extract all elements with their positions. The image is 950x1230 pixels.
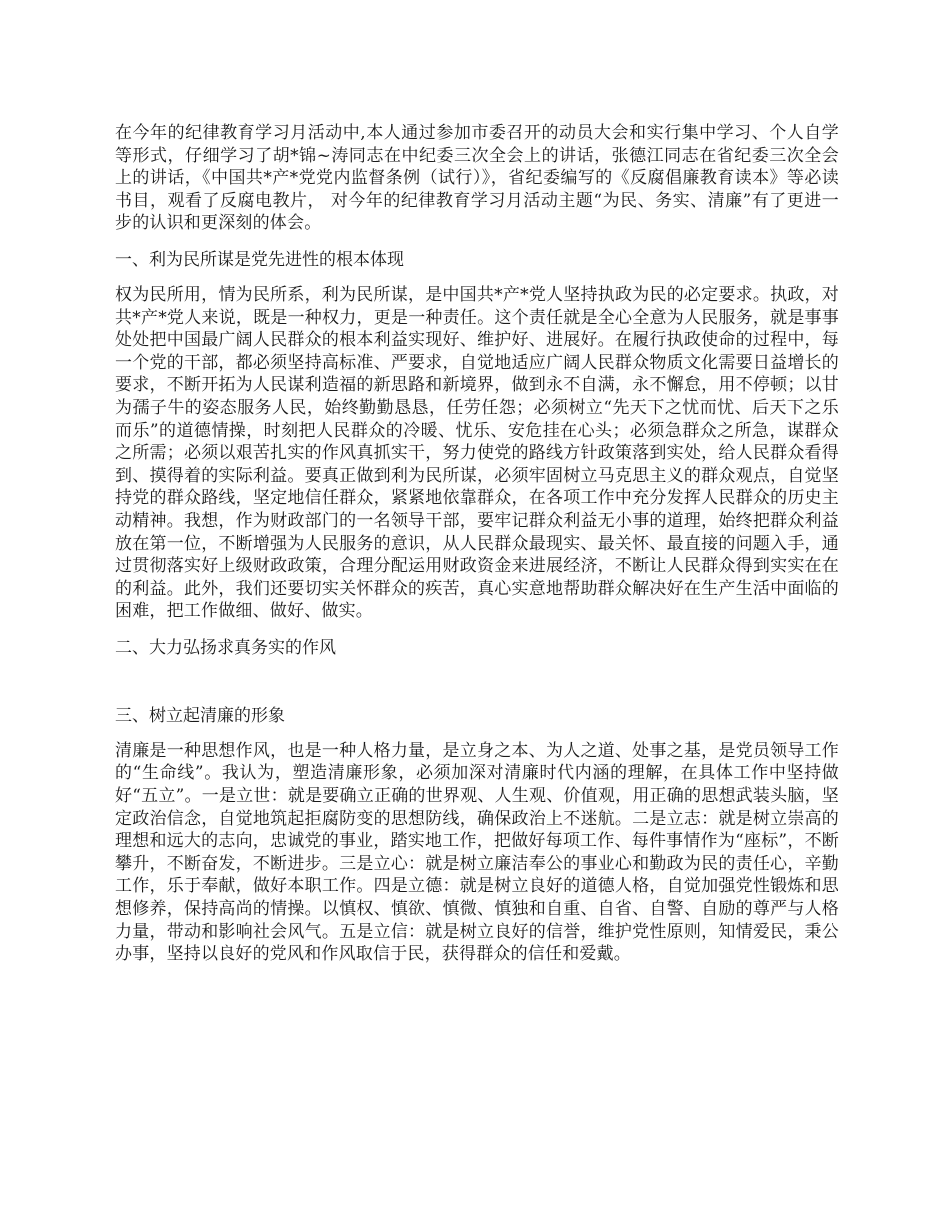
document-page (115, 122, 839, 966)
spacer (115, 235, 839, 249)
spacer (115, 623, 839, 637)
section-2-heading: 二、大力弘扬求真务实的作风 (115, 637, 336, 658)
section-3-body: 清廉是一种思想作风，也是一种人格力量，是立身之本、为人之道、处事之基，是党员领导工作的“生命线”。我认为，塑造清廉形象，必须加深对清廉时代内涵的理解，在具体工作中坚持做好“五立”。一是立世：就是要确立正确的世界观、人生观、价值观，用正确的思想武装头脑，坚定政治信念，自觉地筑起拒腐防变的思想防线，确保政治上不迷航。二是立志：就是树立崇高的理想和远大的志向，忠诚党的事业，踏实地工作，把做好每项工作、每件事情作为“座标”，不断攀升，不断奋发，不断进步。三是立心：就是树立廉洁奉公的事业心和勤政为民的责任心，辛勤工作，乐于奉献，做好本职工作。四是立德：就是树立良好的道德人格，自觉加强党性锻炼和思想修养，保持高尚的情操。以慎权、慎欲、慎微、慎独和自重、自省、自警、自励的尊严与人格力量，带动和影响社会风气。五是立信：就是树立良好的信誉，维护党性原则，知情爱民，秉公办事，坚持以良好的党风和作风取信于民，获得群众的信任和爱戴。 (115, 740, 839, 965)
section-1-heading: 一、利为民所谋是党先进性的根本体现 (115, 249, 404, 270)
section-1-body: 权为民所用，情为民所系，利为民所谋，是中国共*产*党人坚持执政为民的必定要求。执政，对共*产*党人来说，既是一种权力，更是一种责任。这个责任就是全心全意为人民服务，就是事事处处把中国最广阔人民群众的根本利益实现好、维护好、进展好。在履行执政使命的过程中，每一个党的干部，都必须坚持高标准、严要求，自觉地适应广阔人民群众物质文化需要日益增长的要求，不断开拓为人民谋利造福的新思路和新境界，做到永不自满，永不懈怠，用不停顿；以甘为孺子牛的姿态服务人民，始终勤勤恳恳，任劳任怨；必须树立“先天下之忧而忧、后天下之乐而乐”的道德情操，时刻把人民群众的冷暖、忧乐、安危挂在心头；必须急群众之所急，谋群众之所需；必须以艰苦扎实的作风真抓实干，努力使党的路线方针政策落到实处，给人民群众看得到、摸得着的实际利益。要真正做到利为民所谋，必须牢固树立马克思主义的群众观点，自觉坚持党的群众路线，坚定地信任群众，紧紧地依靠群众，在各项工作中充分发挥人民群众的历史主动精神。我想，作为财政部门的一名领导干部，要牢记群众利益无小事的道理，始终把群众利益放在第一位，不断增强为人民服务的意识，从人民群众最现实、最关怀、最直接的问题入手，通过贯彻落实好上级财政政策，合理分配运用财政资金来进展经济，不断让人民群众得到实实在在的利益。此外，我们还要切实关怀群众的疾苦，真心实意地帮助群众解决好在生产生活中面临的困难，把工作做细、做好、做实。 (115, 284, 839, 622)
intro-paragraph: 在今年的纪律教育学习月活动中,本人通过参加市委召开的动员大会和实行集中学习、个人自学等形式，仔细学习了胡*锦~涛同志在中纪委三次全会上的讲话，张德江同志在省纪委三次全会上的讲话，《中国共*产*党党内监督条例（试行）》，省纪委编写的《反腐倡廉教育读本》等必读书目，观看了反腐电教片， 对今年的纪律教育学习月活动主题“为民、务实、清廉”有了更进一步的认识和更深刻的体会。 (115, 123, 839, 234)
section-3-heading: 三、树立起清廉的形象 (115, 705, 285, 726)
spacer (115, 271, 839, 284)
spacer (115, 727, 839, 740)
spacer (115, 659, 839, 705)
